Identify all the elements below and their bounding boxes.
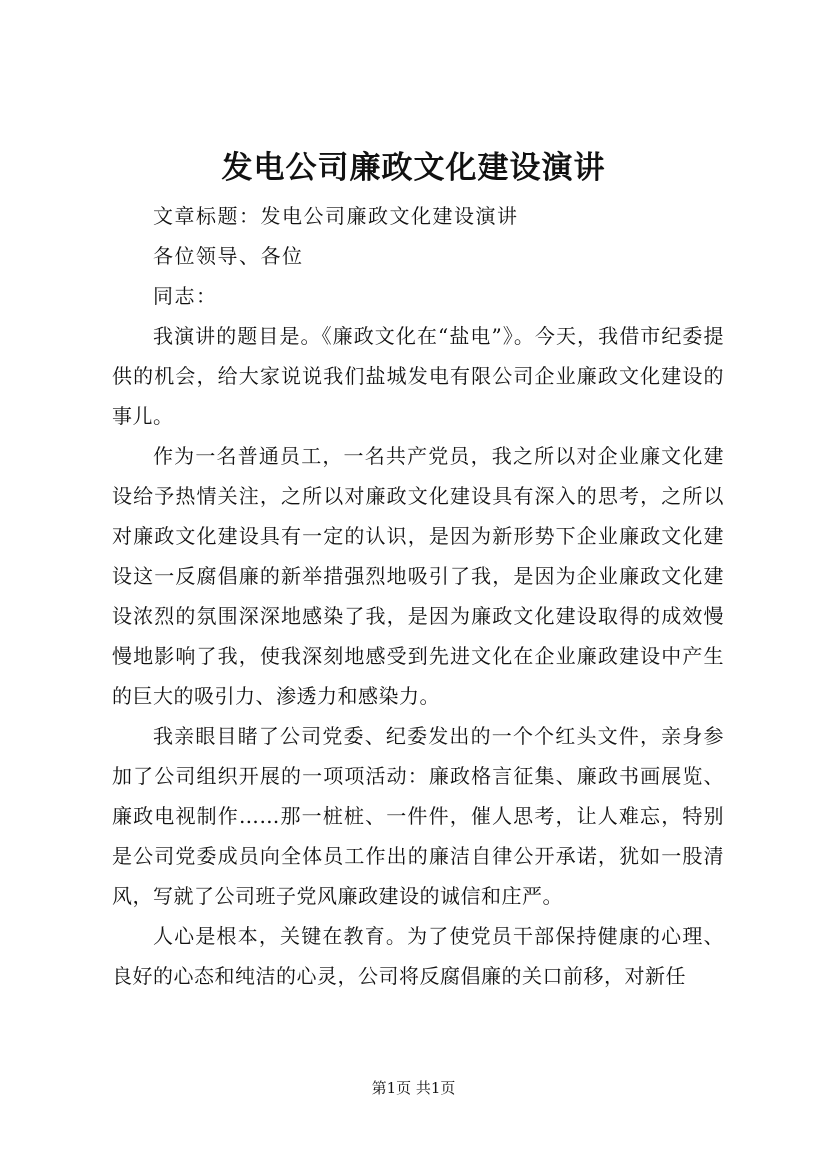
paragraph-education: 人心是根本，关键在教育。为了使党员干部保持健康的心理、良好的心态和纯洁的心灵，公司将反腐倡廉的关口前移，对新任 (112, 924, 724, 988)
document-title: 发电公司廉政文化建设演讲 (221, 150, 606, 186)
page-footer: 第1页 共1页 (371, 1079, 456, 1097)
salutation-line-2: 同志： (153, 284, 218, 308)
paragraph-reasons: 作为一名普通员工，一名共产党员，我之所以对企业廉文化建设给予热情关注，之所以对廉政文化建设具有深入的思考，之所以对廉政文化建设具有一定的认识，是因为新形势下企业廉政文化建设这一反腐倡廉的新举措强烈地吸引了我，是因为企业廉政文化建设浓烈的氛围深深地感染了我，是因为廉政文化建设取得的成效慢慢地影响了我，使我深刻地感受到先进文化在企业廉政建设中产生的巨大的吸引力、渗透力和感染力。 (112, 444, 724, 708)
document-body (112, 196, 724, 996)
paragraph-activities: 我亲眼目睹了公司党委、纪委发出的一个个红头文件，亲身参加了公司组织开展的一项项活动：廉政格言征集、廉政书画展览、廉政电视制作……那一桩桩、一件件，催人思考，让人难忘，特别是公司党委成员向全体员工作出的廉洁自律公开承诺，犹如一股清风，写就了公司班子党风廉政建设的诚信和庄严。 (112, 724, 724, 908)
salutation-line: 各位领导、各位 (153, 244, 304, 268)
article-title-line: 文章标题：发电公司廉政文化建设演讲 (153, 204, 519, 228)
paragraph-intro: 我演讲的题目是。《廉政文化在“盐电”》。今天，我借市纪委提供的机会，给大家说说我们盐城发电有限公司企业廉政文化建设的事儿。 (112, 324, 724, 428)
